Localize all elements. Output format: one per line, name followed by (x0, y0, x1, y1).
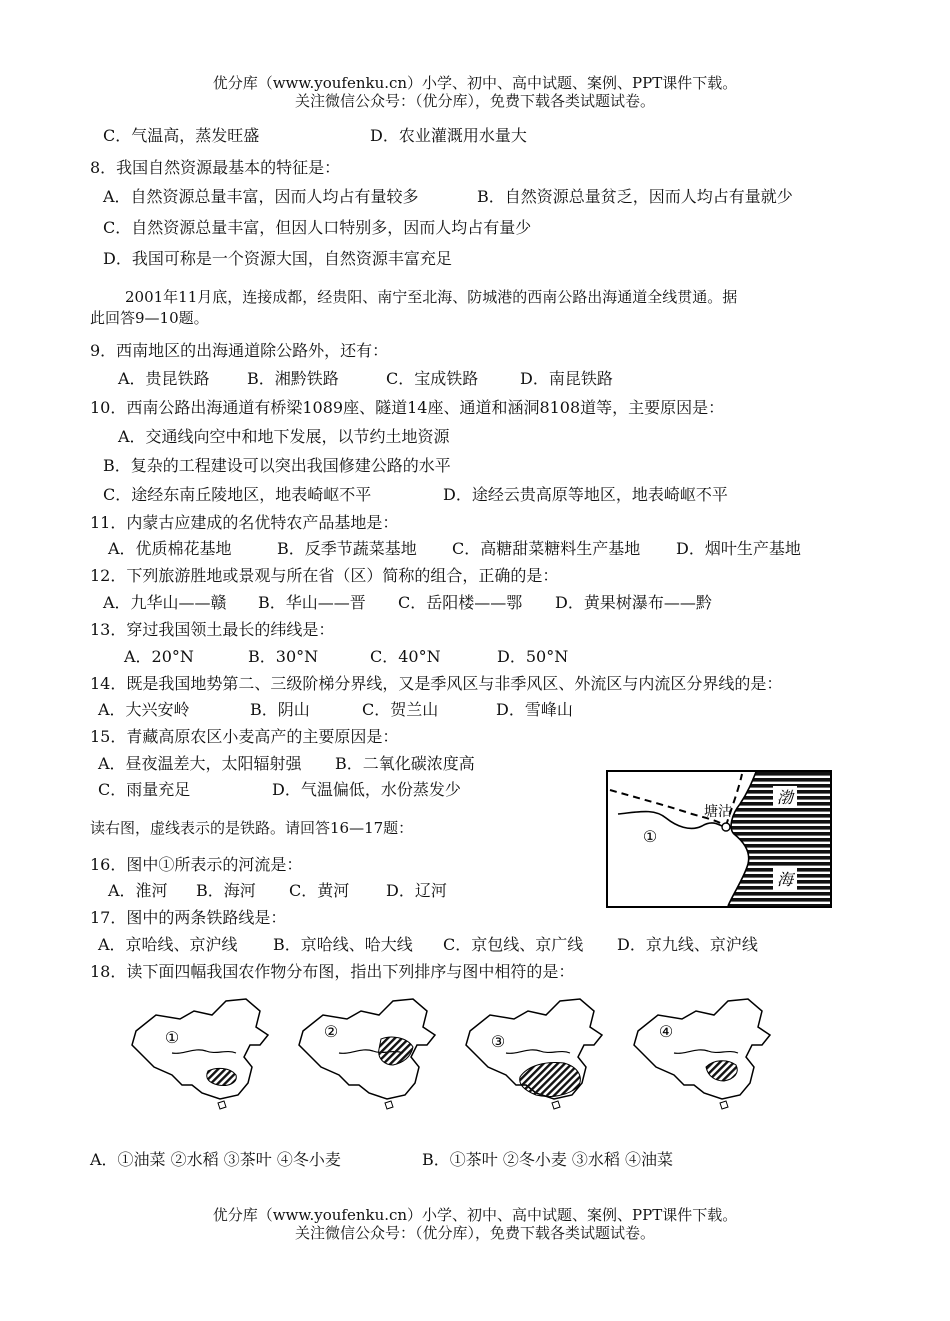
sea-label-bottom: 海 (776, 870, 794, 889)
crop-map-2-label: ② (323, 1022, 339, 1041)
coastal-map-16-17 (606, 770, 832, 908)
q12-option-c: C．岳阳楼——鄂 (398, 593, 523, 612)
crop-map-4-label: ④ (658, 1022, 674, 1041)
q15-option-c: C．雨量充足 (98, 780, 191, 799)
coastal-map-svg (608, 772, 830, 906)
passage-9-10-line-2: 此回答9—10题。 (90, 309, 209, 327)
island-4 (720, 1101, 728, 1109)
q16-option-a: A．淮河 (108, 881, 168, 900)
q11-stem: 11．内蒙古应建成的名优特农产品基地是： (90, 513, 399, 532)
sea-label-top: 渤 (776, 788, 794, 807)
header-line-1: 优分库（www.youfenku.cn）小学、初中、高中试题、案例、PPT课件下载。 (212, 74, 738, 92)
crop-map-4 (630, 995, 780, 1115)
q12-option-d: D．黄果树瀑布——黔 (555, 593, 712, 612)
q18-stem: 18．读下面四幅我国农作物分布图，指出下列排序与图中相符的是： (90, 962, 575, 981)
crop-region-1 (207, 1068, 237, 1085)
q16-option-b: B．海河 (196, 881, 256, 900)
q15-option-d: D．气温偏低，水份蒸发少 (272, 780, 461, 799)
q8-stem: 8．我国自然资源最基本的特征是： (90, 158, 341, 177)
q15-stem: 15．青藏高原农区小麦高产的主要原因是： (90, 727, 399, 746)
q13-stem: 13．穿过我国领土最长的纬线是： (90, 620, 335, 639)
q15-option-b: B．二氧化碳浓度高 (335, 754, 475, 773)
q14-option-c: C．贺兰山 (362, 700, 439, 719)
q15-option-a: A．昼夜温差大，太阳辐射强 (98, 754, 302, 773)
q11-option-b: B．反季节蔬菜基地 (277, 539, 417, 558)
q17-option-a: A．京哈线、京沪线 (98, 935, 238, 954)
q11-option-c: C．高糖甜菜糖料生产基地 (452, 539, 641, 558)
q18-option-b: B．①茶叶 ②冬小麦 ③水稻 ④油菜 (422, 1150, 674, 1169)
q10-option-a: A．交通线向空中和地下发展，以节约土地资源 (118, 427, 450, 446)
q9-stem: 9．西南地区的出海通道除公路外，还有： (90, 341, 389, 360)
q10-option-d: D．途经云贵高原等地区，地表崎岖不平 (443, 485, 728, 504)
q9-option-a: A．贵昆铁路 (118, 369, 210, 388)
q10-option-c: C．途经东南丘陵地区，地表崎岖不平 (103, 485, 372, 504)
q11-option-d: D．烟叶生产基地 (676, 539, 801, 558)
q9-option-d: D．南昆铁路 (520, 369, 613, 388)
island-2 (385, 1101, 393, 1109)
q8-option-c: C．自然资源总量丰富，但因人口特别多，因而人均占有量少 (103, 218, 532, 237)
q12-option-a: A．九华山——赣 (103, 593, 227, 612)
passage-9-10-line-1: 2001年11月底，连接成都，经贵阳、南宁至北海、防城港的西南公路出海通道全线贯通。据 (125, 288, 738, 306)
passage-16-17: 读右图，虚线表示的是铁路。请回答16—17题： (90, 819, 414, 837)
q9-option-b: B．湘黔铁路 (247, 369, 339, 388)
crop-map-3-label: ③ (490, 1032, 506, 1051)
q8-option-b: B．自然资源总量贫乏，因而人均占有量就少 (477, 187, 793, 206)
crop-map-3 (462, 995, 612, 1115)
q8-option-d: D．我国可称是一个资源大国，自然资源丰富充足 (103, 249, 452, 268)
crop-map-1-label: ① (164, 1028, 180, 1047)
q17-option-b: B．京哈线、哈大线 (273, 935, 413, 954)
q11-option-a: A．优质棉花基地 (108, 539, 232, 558)
q14-option-a: A．大兴安岭 (98, 700, 190, 719)
island-3 (552, 1101, 560, 1109)
china-outline-4 (634, 999, 770, 1099)
q10-option-b: B．复杂的工程建设可以突出我国修建公路的水平 (103, 456, 451, 475)
q12-option-b: B．华山——晋 (258, 593, 366, 612)
crop-map-1 (128, 995, 278, 1115)
q7-option-d: D．农业灌溉用水量大 (370, 126, 527, 145)
q8-option-a: A．自然资源总量丰富，因而人均占有量较多 (103, 187, 419, 206)
q16-option-c: C．黄河 (289, 881, 350, 900)
q13-option-b: B．30°N (248, 647, 319, 666)
q14-option-b: B．阴山 (250, 700, 310, 719)
header-line-2: 关注微信公众号：（优分库），免费下载各类试题试卷。 (294, 92, 655, 110)
tanggu-label: 塘沽 (704, 804, 732, 820)
q12-stem: 12．下列旅游胜地或景观与所在省（区）简称的组合，正确的是： (90, 566, 559, 585)
q17-option-d: D．京九线、京沪线 (617, 935, 758, 954)
footer-line-2: 关注微信公众号：（优分库），免费下载各类试题试卷。 (294, 1224, 655, 1242)
q14-stem: 14．既是我国地势第二、三级阶梯分界线，又是季风区与非季风区、外流区与内流区分界线的是： (90, 674, 783, 693)
q13-option-c: C．40°N (370, 647, 441, 666)
china-outline-1 (132, 999, 268, 1099)
q9-option-c: C．宝成铁路 (386, 369, 479, 388)
china-outline-2 (299, 999, 435, 1099)
q13-option-d: D．50°N (497, 647, 569, 666)
q18-option-a: A．①油菜 ②水稻 ③茶叶 ④冬小麦 (90, 1150, 341, 1169)
tanggu-city-marker (722, 823, 730, 831)
q16-option-d: D．辽河 (386, 881, 447, 900)
crop-map-2 (295, 995, 445, 1115)
island-1 (218, 1101, 226, 1109)
footer-line-1: 优分库（www.youfenku.cn）小学、初中、高中试题、案例、PPT课件下载。 (212, 1206, 738, 1224)
q17-stem: 17．图中的两条铁路线是： (90, 908, 287, 927)
q14-option-d: D．雪峰山 (496, 700, 573, 719)
q16-stem: 16．图中①所表示的河流是： (90, 855, 303, 874)
q7-option-c: C．气温高，蒸发旺盛 (103, 126, 260, 145)
q13-option-a: A．20°N (124, 647, 194, 666)
q17-option-c: C．京包线、京广线 (443, 935, 584, 954)
q10-stem: 10．西南公路出海通道有桥梁1089座、隧道14座、通道和涵洞8108道等，主要原因是： (90, 398, 725, 417)
river-marker-label: ① (642, 827, 658, 846)
